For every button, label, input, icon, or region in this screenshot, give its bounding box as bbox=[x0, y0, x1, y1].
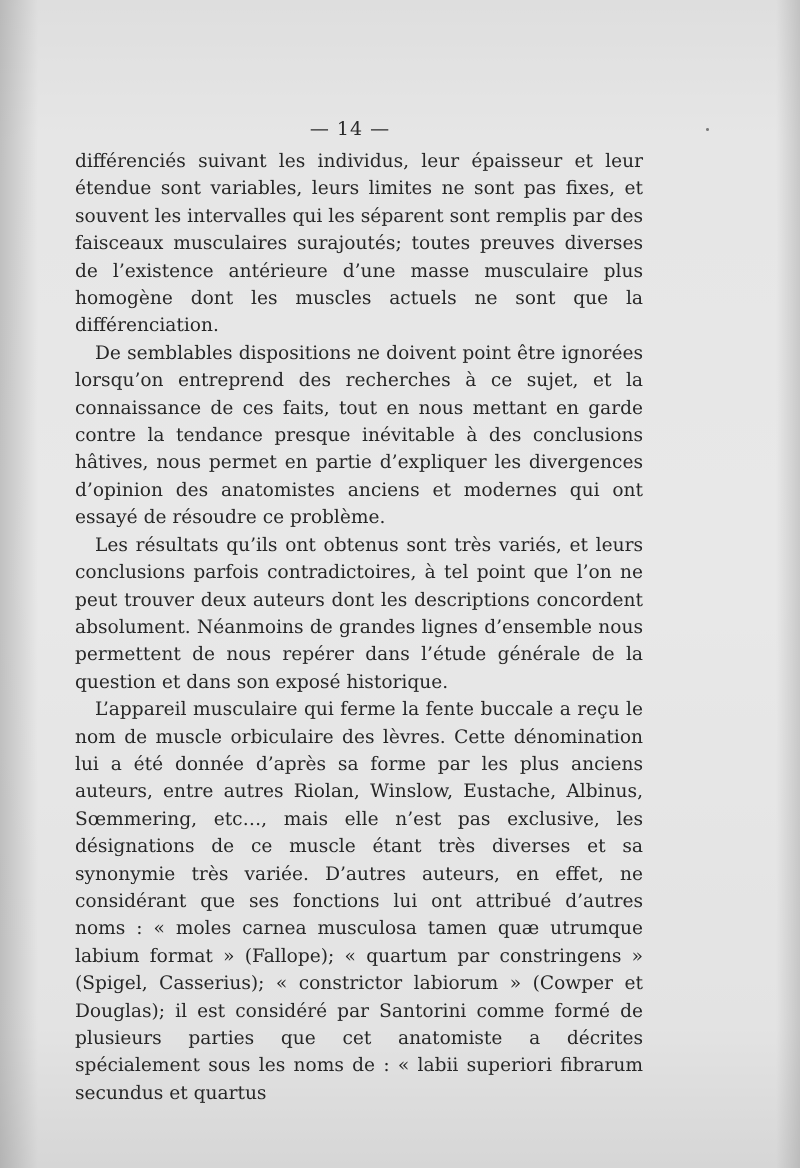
paragraph-3: Les résultats qu’ils ont obtenus sont très variés, et leurs conclusions parfois contradictoires, à tel point que l’on ne peut trouver deux auteurs dont les descriptions concordent absolument. Néanmoins de grandes lignes d’ensemble nous permettent de nous repérer dans l’étude générale de la question et dans son exposé historique. bbox=[75, 534, 643, 693]
paper-speck bbox=[706, 128, 709, 131]
paragraph-1: différenciés suivant les individus, leur épaisseur et leur étendue sont variables, leurs limites ne sont pas fixes, et souvent les intervalles qui les séparent sont remplis par des faisceaux musculaires surajoutés; toutes preuves diverses de l’existence antérieure d’une masse musculaire plus homogène dont les muscles actuels ne sont que la différenciation. bbox=[75, 151, 643, 337]
paragraph-2: De semblables dispositions ne doivent point être ignorées lorsqu’on entreprend des recherches à ce sujet, et la connaissance de ces faits, tout en nous mettant en garde contre la tendance presque inévitable à des conclusions hâtives, nous permet en partie d’expliquer les divergences d’opinion des anatomistes anciens et modernes qui ont essayé de résoudre ce problème. bbox=[75, 342, 643, 529]
paragraph-4: L’appareil musculaire qui ferme la fente buccale a reçu le nom de muscle orbiculaire des lèvres. Cette dénomination lui a été donnée d’après sa forme par les plus anciens auteurs, entre autres Riolan, Winslow, Eustache, Albinus, Sœmmering, etc…, mais elle n’est pas exclusive, les désignations de ce muscle étant très diverses et sa synonymie très variée. D’autres auteurs, en effet, ne considérant que ses fonctions lui ont attribué d’autres noms : « moles carnea musculosa tamen quæ utrumque labium format » (Fallope); « quartum par constringens » (Spigel, Casserius); « constrictor labiorum » (Cowper et Douglas); il est considéré par Santorini comme formé de plusieurs parties que cet anatomiste a décrites spécialement sous les noms de : « labii superiori fibrarum secundus et quartus bbox=[75, 699, 643, 1104]
page-edge-shadow-right bbox=[776, 0, 800, 1168]
page-number: — 14 — bbox=[309, 118, 391, 140]
body-text bbox=[75, 148, 643, 1107]
page-edge-shadow-left bbox=[0, 0, 38, 1168]
